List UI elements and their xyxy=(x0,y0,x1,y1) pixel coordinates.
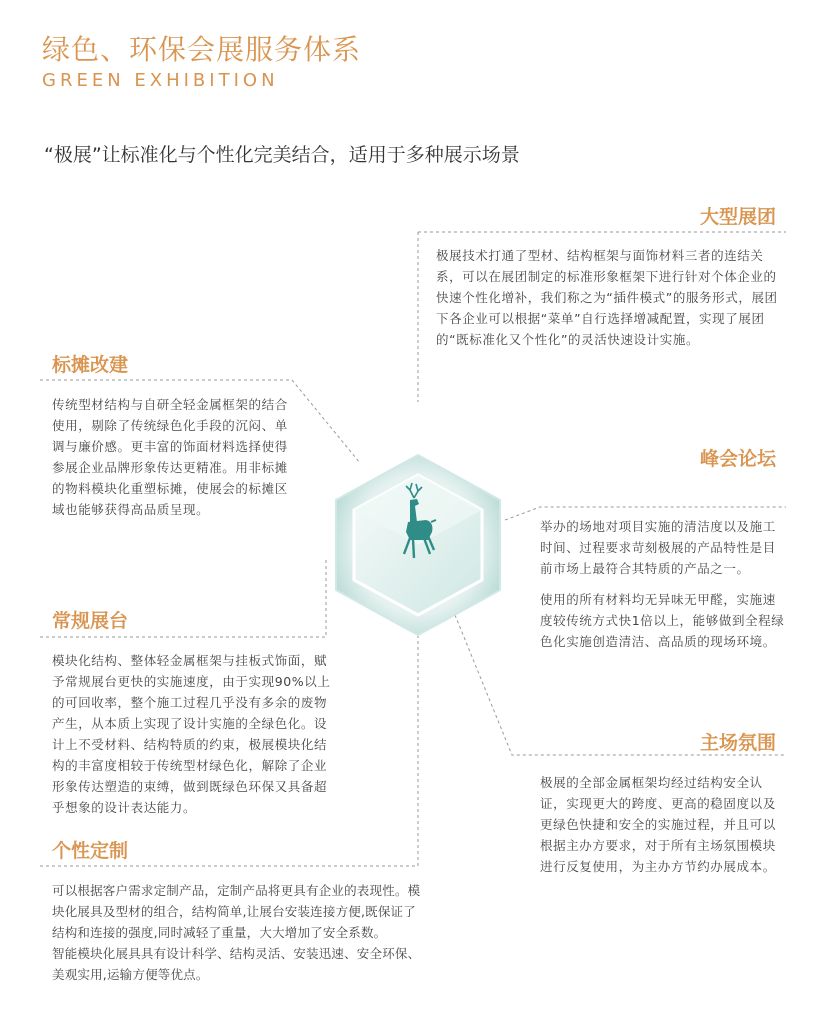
text-main-venue xyxy=(540,772,786,887)
text-regular-booth xyxy=(52,650,338,828)
paragraph-2: 智能模块化展具具有设计科学、结构灵活、安装迅速、安全环保、美观实用,运输方便等优点。 xyxy=(52,946,421,982)
text-summit xyxy=(540,516,786,662)
paragraph-1: 可以根据客户需求定制产品，定制产品将更具有企业的表现性。模块化展具及型材的组合，结构简单,让展台安装连接方便,既保证了结构和连接的强度,同时减轻了重量，大大增加了安全系数。 xyxy=(52,883,421,940)
heading-standard-booth: 标摊改建 xyxy=(52,354,129,376)
heading-summit: 峰会论坛 xyxy=(699,448,776,470)
paragraph: 模块化结构、整体轻金属框架与挂板式饰面，赋予常规展台更快的实施速度，由于实现90%以上的可回收率，整个施工过程几乎没有多余的废物产生，从本质上实现了设计实施的全绿色化。设计上不受材料、结构特质的约束，极展模块化结构的丰富度相较于传统型材绿色化，解除了企业形象传达塑造的束缚，做到既绿色环保又具备超乎想象的设计表达能力。 xyxy=(52,653,331,815)
tagline: “极展”让标准化与个性化完美结合，适用于多种展示场景 xyxy=(44,144,520,166)
paragraph: 极展技术打通了型材、结构框架与面饰材料三者的连结关系，可以在展团制定的标准形象框架下进行针对个体企业的快速个性化增补，我们称之为“插件模式”的服务形式，展团下各企业可以根据“菜单”自行选择增减配置，实现了展团的“既标准化又个性化”的灵活快速设计实施。 xyxy=(436,248,778,347)
heading-large-group: 大型展团 xyxy=(699,206,776,228)
heading-regular-booth: 常规展台 xyxy=(52,610,129,632)
text-custom xyxy=(52,880,424,985)
text-large-group xyxy=(436,245,782,360)
paragraph: 极展的全部金属框架均经过结构安全认证，实现更大的跨度、更高的稳固度以及更绿色快捷和安全的实施过程，并且可以根据主办方要求，对于所有主场氛围模块进行反复使用，为主办方节约办展成本。 xyxy=(540,775,776,874)
page-title: 绿色、环保会展服务体系 xyxy=(42,33,362,66)
page-subtitle: GREEN EXHIBITION xyxy=(42,70,279,91)
heading-main-venue: 主场氛围 xyxy=(699,732,776,754)
hexagon-emblem xyxy=(318,450,518,640)
text-standard-booth xyxy=(52,394,292,530)
paragraph: 传统型材结构与自研全轻金属框架的结合使用，剔除了传统绿色化手段的沉闷、单调与廉价感。更丰富的饰面材料选择使得参展企业品牌形象传达更精准。用非标摊的物料模块化重塑标摊，使展会的标摊区域也能够获得高品质呈现。 xyxy=(52,397,288,517)
heading-custom: 个性定制 xyxy=(52,840,129,862)
paragraph-1: 举办的场地对项目实施的清洁度以及施工时间、过程要求苛刻极展的产品特性是目前市场上最符合其特质的产品之一。 xyxy=(540,519,776,576)
paragraph-2: 使用的所有材料均无异味无甲醛，实施速度较传统方式快1倍以上，能够做到全程绿色化实施创造清洁、高品质的现场环境。 xyxy=(540,592,785,649)
